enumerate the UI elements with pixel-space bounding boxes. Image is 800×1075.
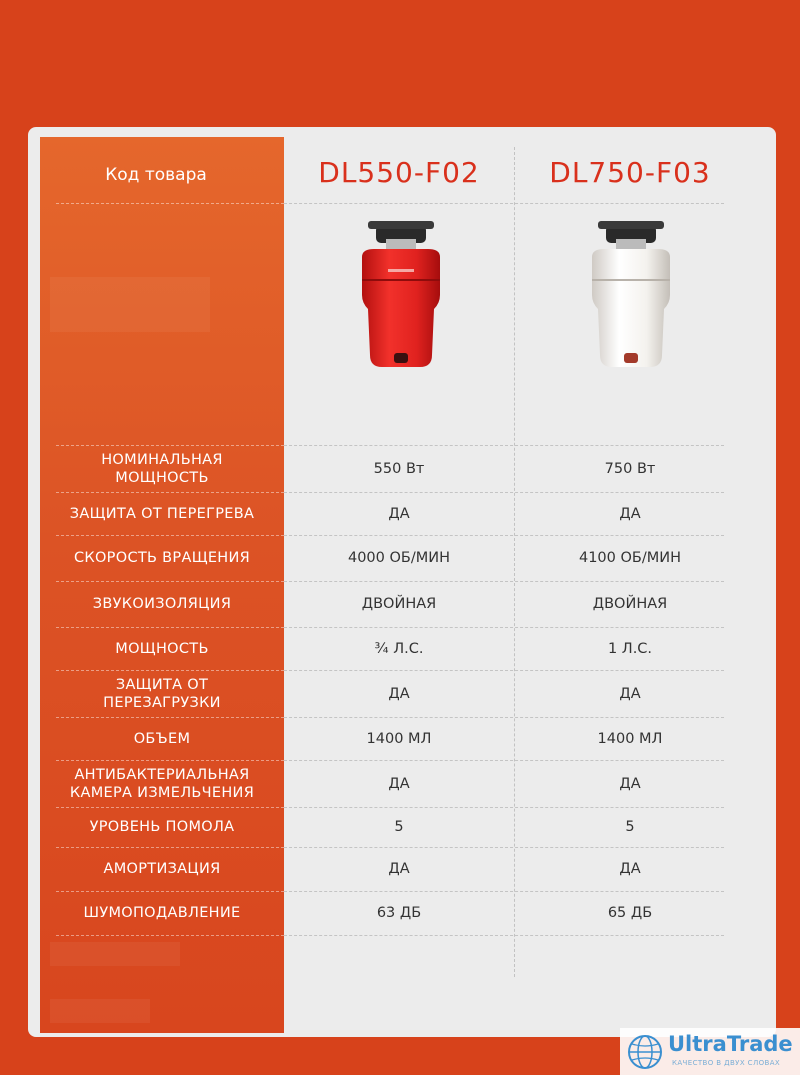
spec-value-model-1: 4000 ОБ/МИН [347,550,451,566]
spec-label: НОМИНАЛЬНАЯ МОЩНОСТЬ [101,451,223,486]
spec-value-model-1: ДА [388,505,410,522]
spec-row [28,627,776,670]
spec-value-model-2: 1 Л.С. [607,640,653,657]
spec-value-model-1: 5 [394,819,404,835]
globe-icon [626,1033,664,1071]
white-disposer-image [576,217,686,377]
row-separator [56,203,284,204]
spec-value-model-2: 5 [625,819,635,835]
watermark-brand: UltraTrade [668,1032,793,1056]
spec-value-model-2: ДА [619,775,641,792]
spec-value-model-1: ДА [388,775,410,792]
spec-label: УРОВЕНЬ ПОМОЛА [89,819,235,835]
spec-value-model-1: 1400 МЛ [366,730,432,747]
watermark-tagline: КАЧЕСТВО В ДВУХ СЛОВАХ [672,1059,781,1067]
spec-label: ЗАЩИТА ОТ ПЕРЕЗАГРУЗКИ [103,676,221,711]
spec-label: ЗВУКОИЗОЛЯЦИЯ [92,596,232,612]
spec-value-model-1: 550 Вт [373,460,425,477]
spec-row [28,492,776,535]
spec-label: АНТИБАКТЕРИАЛЬНАЯ КАМЕРА ИЗМЕЛЬЧЕНИЯ [69,766,255,801]
spec-value-model-1: ДА [388,861,410,877]
row-separator [56,935,284,936]
model-name-1: DL550-F02 [318,156,480,189]
red-disposer-image [346,217,456,377]
spec-value-model-2: ДА [619,505,641,522]
spec-value-model-1: ДВОЙНАЯ [361,596,437,612]
product-code-label: Код товара [105,165,207,185]
spec-value-model-1: ДА [388,685,410,702]
spec-row [28,847,776,891]
comparison-card [28,127,776,1037]
spec-row [28,717,776,760]
spec-label: ШУМОПОДАВЛЕНИЕ [83,905,241,921]
faded-panel-mark [50,942,180,966]
spec-row [28,535,776,581]
spec-value-model-2: ДА [619,861,641,877]
row-separator [284,935,724,936]
spec-value-model-1: ¾ Л.С. [374,640,424,657]
spec-row [28,891,776,935]
spec-row [28,807,776,847]
spec-row [28,760,776,807]
faded-panel-mark [50,999,150,1023]
spec-label: АМОРТИЗАЦИЯ [103,861,221,877]
spec-value-model-2: ДА [619,685,641,702]
spec-label: ОБЪЕМ [133,730,191,747]
model-name-2: DL750-F03 [549,156,711,189]
spec-label: ЗАЩИТА ОТ ПЕРЕГРЕВА [69,505,255,522]
spec-row [28,581,776,627]
spec-value-model-2: ДВОЙНАЯ [592,596,668,612]
spec-value-model-2: 1400 МЛ [597,730,663,747]
spec-value-model-1: 63 ДБ [376,905,422,921]
watermark-logo [620,1028,800,1075]
spec-value-model-2: 4100 ОБ/МИН [578,550,682,566]
spec-label: МОЩНОСТЬ [115,640,209,657]
spec-row [28,445,776,492]
faded-panel-mark [50,277,210,332]
spec-value-model-2: 65 ДБ [607,905,653,921]
row-separator [284,203,724,204]
spec-value-model-2: 750 Вт [604,460,656,477]
spec-row [28,670,776,717]
spec-label: СКОРОСТЬ ВРАЩЕНИЯ [73,550,251,566]
